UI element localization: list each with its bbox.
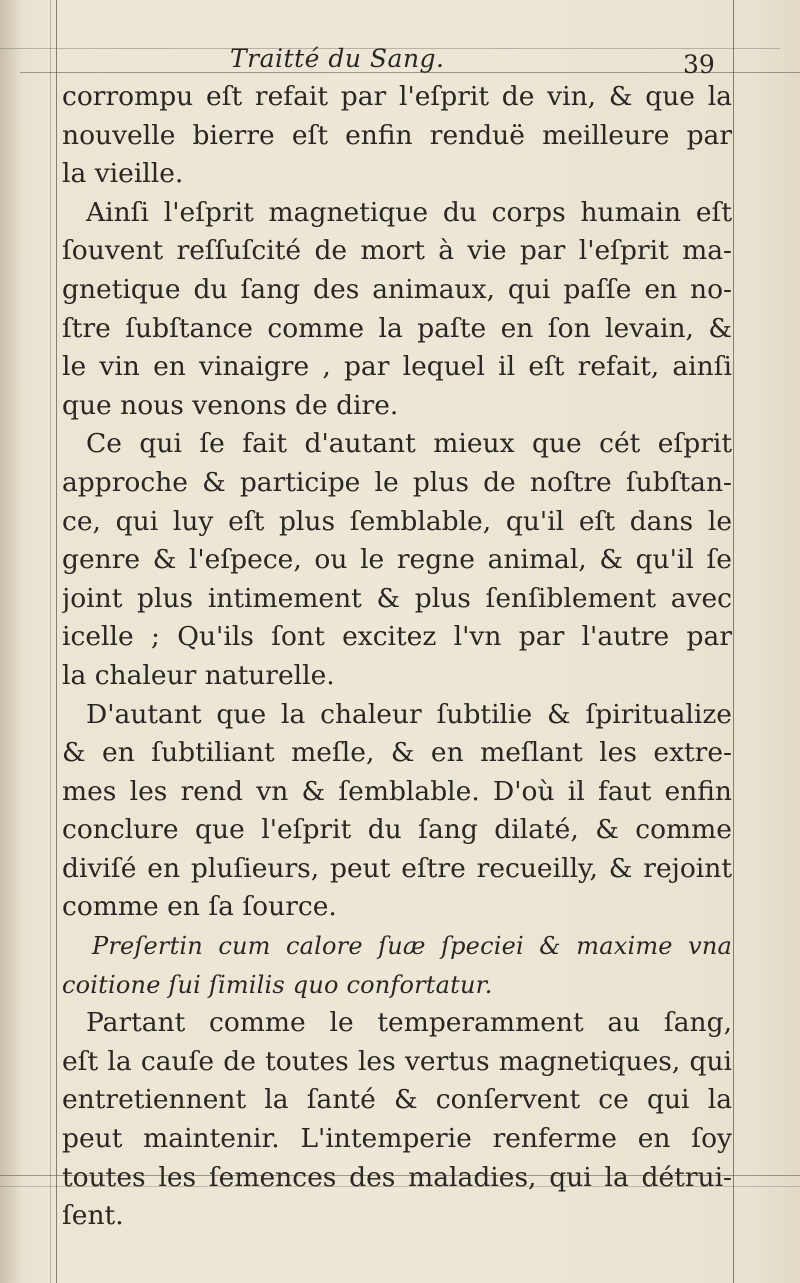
text-line: comme en ſa ſource. [62, 891, 337, 923]
text-line: mes les rend vn & ſemblable. D'où il faut enfin [62, 775, 732, 807]
margin-rule-right [733, 0, 734, 1283]
margin-rule-left [56, 0, 57, 1283]
text-line: que nous venons de dire. [62, 389, 399, 421]
text-line: diviſé en pluſieurs, peut eſtre recueilly, & rejoint [62, 852, 732, 884]
text-line: la vieille. [62, 158, 184, 190]
text-line: genre & l'eſpece, ou le regne animal, & qu'il ſe [62, 544, 732, 576]
text-line: ſtre ſubſtance comme la paſte en ſon levain, & [62, 312, 732, 344]
text-line: Partant comme le temperamment au ſang, [86, 1007, 732, 1039]
text-line: entretiennent la ſanté & conſervent ce qui la [62, 1084, 732, 1116]
text-line: Preſertin cum calore ſuæ ſpeciei & maxime vna [92, 932, 732, 961]
text-line: la chaleur naturelle. [62, 659, 335, 691]
text-line: corrompu eſt refait par l'eſprit de vin, & que la [62, 81, 732, 112]
text-line: ſent. [62, 1200, 124, 1232]
text-line: Ce qui ſe fait d'autant mieux que cét eſprit [86, 428, 732, 460]
text-line: joint plus intimement & plus ſenſiblement avec [62, 582, 732, 614]
text-line: eſt la cauſe de toutes les vertus magnetiques, qui [62, 1045, 732, 1077]
text-line: peut maintenir. L'intemperie renferme en ſoy [62, 1123, 732, 1155]
text-line: toutes les ſemences des maladies, qui la détrui- [62, 1161, 732, 1193]
text-line: ſouvent reſſuſcité de mort à vie par l'eſprit ma- [62, 235, 732, 267]
text-line: conclure que l'eſprit du ſang dilaté, & comme [62, 814, 732, 846]
text-line: D'autant que la chaleur ſubtilie & ſpiritualize [86, 698, 732, 730]
text-line: icelle ; Qu'ils ſont excitez l'vn par l'autre par [62, 621, 732, 653]
page-number: 39 [683, 50, 715, 79]
text-line: gnetique du ſang des animaux, qui paſſe en no- [62, 273, 732, 305]
running-head: Traitté du Sang. [230, 44, 445, 73]
text-line: approche & participe le plus de noſtre ſubſtan- [62, 466, 732, 498]
text-line: le vin en vinaigre , par lequel il eſt refait, ainſi [62, 351, 732, 383]
body-text [62, 78, 732, 1236]
text-line: coitione ſui ſimilis quo confortatur. [62, 970, 493, 999]
margin-rule-outer [50, 0, 51, 1283]
gutter-shadow [0, 0, 22, 1283]
text-line: Ainſi l'eſprit magnetique du corps humain eſt [86, 196, 732, 228]
text-line: ce, qui luy eſt plus ſemblable, qu'il eſt dans le [62, 505, 732, 537]
text-line: & en ſubtiliant meſle, & en meſlant les extre- [62, 737, 732, 769]
text-line: nouvelle bierre eſt enfin renduë meilleure par [62, 119, 732, 151]
